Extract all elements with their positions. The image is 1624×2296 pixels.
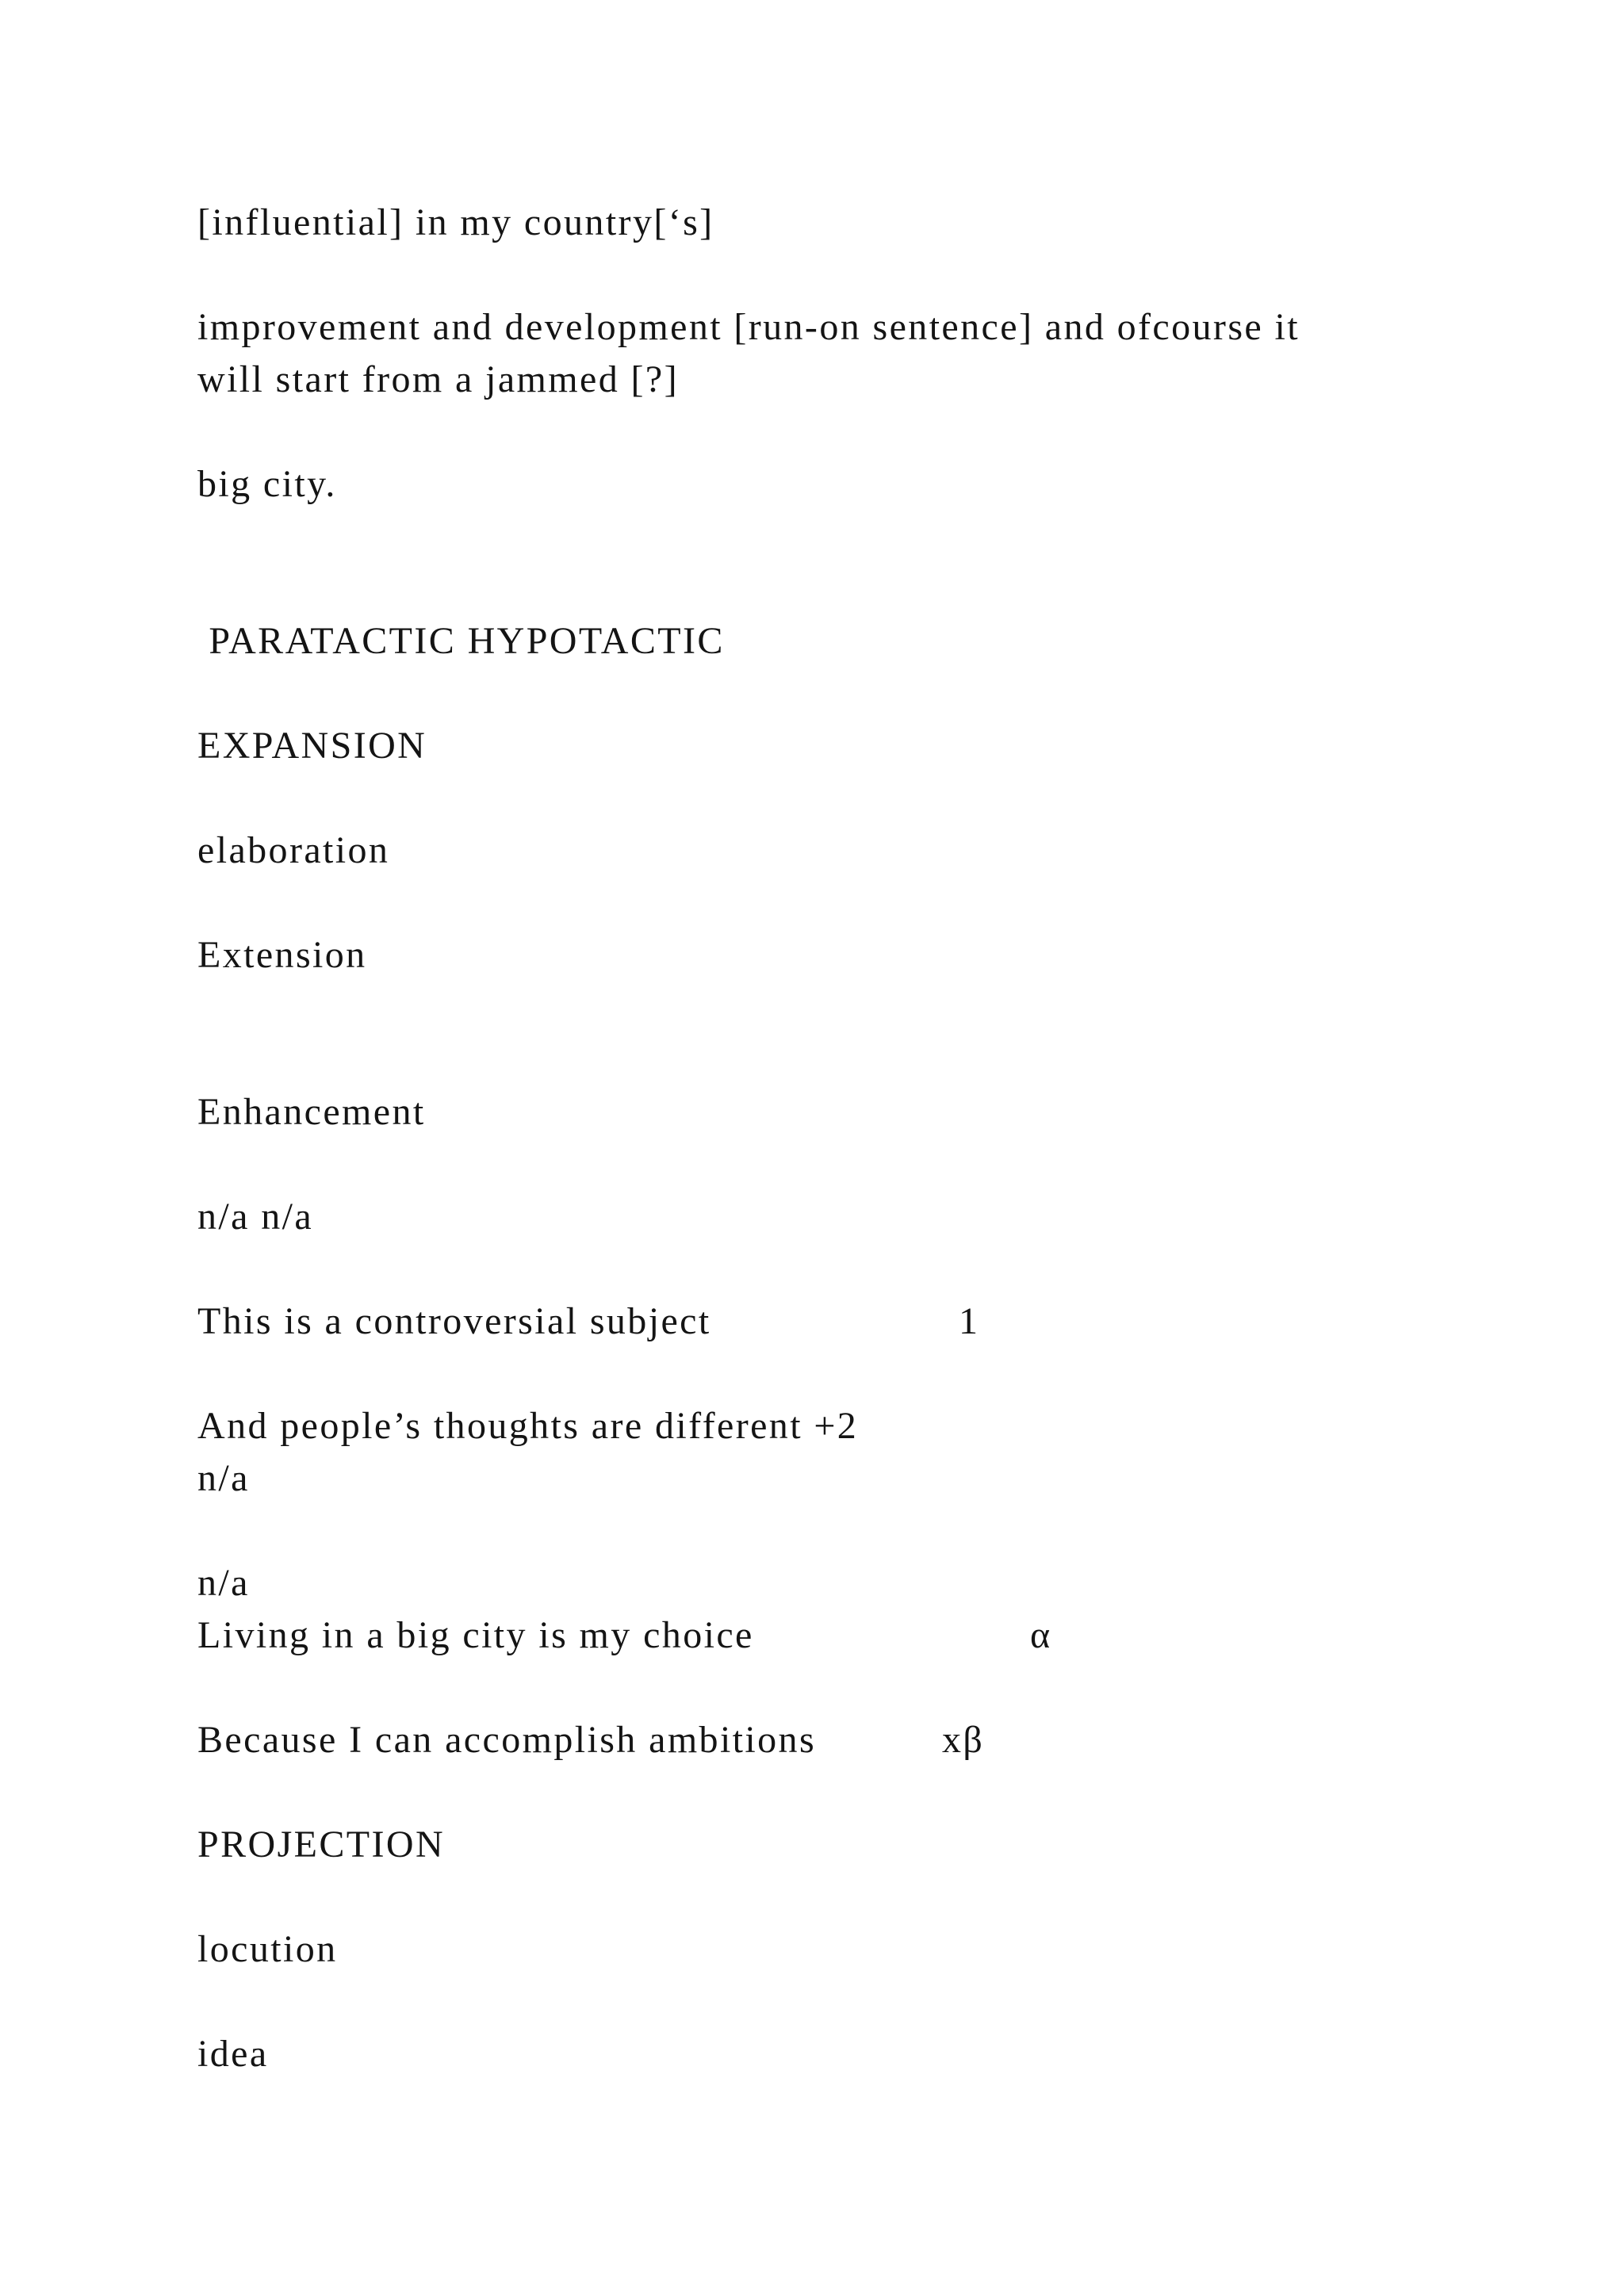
tag-ambitions: xβ bbox=[942, 1719, 985, 1761]
text-line-big-city-choice: Living in a big city is my choice bbox=[197, 1614, 754, 1656]
text-line-controversial: This is a controversial subject bbox=[197, 1300, 711, 1342]
heading-paratactic-hypotactic: PARATACTIC HYPOTACTIC bbox=[197, 620, 725, 662]
text-line-ambitions: Because I can accomplish ambitions bbox=[197, 1719, 817, 1761]
tag-choice: α bbox=[1030, 1614, 1052, 1656]
text-line-big-city: big city. bbox=[197, 463, 337, 505]
text-line-extension: Extension bbox=[197, 934, 367, 976]
text-line-influential: [influential] in my country[‘s] bbox=[197, 201, 714, 243]
text-line-idea: idea bbox=[197, 2033, 269, 2075]
text-line-na-2: n/a bbox=[197, 1562, 250, 1604]
text-line-na-na: n/a n/a bbox=[197, 1196, 314, 1238]
tag-controversial: 1 bbox=[959, 1300, 980, 1342]
heading-expansion: EXPANSION bbox=[197, 725, 427, 767]
text-line-peoples-thoughts: And people’s thoughts are different +2 bbox=[197, 1405, 859, 1447]
text-line-na-1: n/a bbox=[197, 1457, 250, 1499]
text-line-elaboration: elaboration bbox=[197, 829, 390, 871]
heading-projection: PROJECTION bbox=[197, 1823, 446, 1866]
text-line-jammed: will start from a jammed [?] bbox=[197, 358, 680, 400]
text-line-locution: locution bbox=[197, 1928, 338, 1970]
text-line-improvement: improvement and development [run-on sentence] and ofcourse it bbox=[197, 306, 1300, 348]
text-line-enhancement: Enhancement bbox=[197, 1091, 426, 1133]
